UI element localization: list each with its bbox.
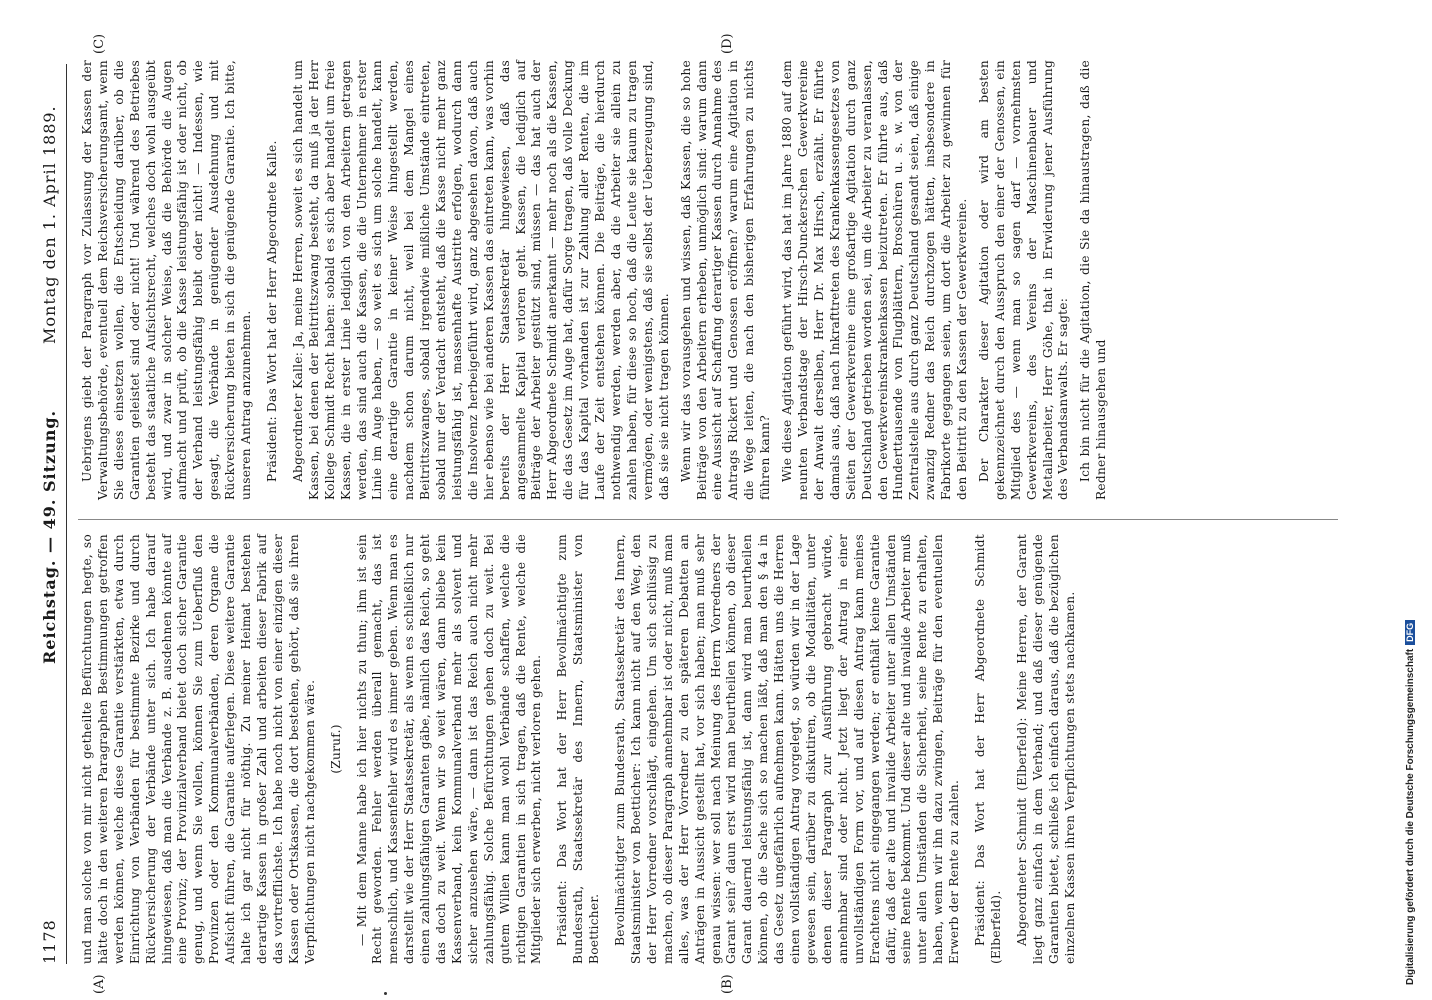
margin-marker-d: (D) xyxy=(720,33,735,54)
interjection: (Zuruf.) xyxy=(328,724,343,774)
paragraph: Präsident: Das Wort hat der Herr Abgeordnete Schmidt (Elberfeld). xyxy=(973,534,1003,964)
header-rule xyxy=(66,64,67,964)
paragraph: Präsident: Das Wort hat der Herr Bevollmächtigte zum Bundesrath, Staatssekretär des Innern, Staatsminister von Boetticher. xyxy=(555,534,602,964)
paragraph: Abgeordneter Schmidt (Elberfeld): Meine Herren, der Garant liegt ganz einfach in dem Verband; und daß dieser genügende Garantien bietet, schließe ich einfach daraus, daß die bezüglichen einzelnen Kassen ihren Verpflichtungen stets nachkamen. xyxy=(1014,534,1077,964)
dfg-logo: DFG xyxy=(1405,620,1415,645)
column-right xyxy=(80,60,1110,500)
session-date: Montag den 1. April 1889. xyxy=(40,105,59,344)
credit-text: Digitalisierung gefördert durch die Deutsche Forschungsgemeinschaft xyxy=(1405,648,1416,985)
paragraph: — Mit dem Manne habe ich hier nichts zu thun; ihm ist sein Recht geworden. Fehler werden überall gemacht, das ist menschlich, und Kassenfehler wird es immer geben. Wenn man es darstellt wie der Herr Staatssekretär, als wenn es schließlich nur einen zahlungsfähigen Garanten gäbe, nämlich das Reich, so geht das doch zu weit. Wenn wir so weit wären, dann bliebe kein Kassenverband, kein Kommunalverband mehr als solvent und sicher anzusehen wäre, — dann ist das Reich auch nicht mehr zahlungsfähig. Solche Befürchtungen gehen doch zu weit. Bei gutem Willen kann man wohl Verbände schaffen, welche die richtigen Garantien in sich tragen, daß die Rente, welche die Mitglieder sich erwerben, nicht verloren gehen. xyxy=(354,534,544,964)
margin-marker-a: (A) xyxy=(92,974,107,994)
paragraph: Der Charakter dieser Agitation oder wird am besten gekennzeichnet durch den Ausspruch den einer der Genossen, ein Mitglied des — wenn man so sagen darf — vornehmsten Gewerkvereins, des Vereins der Maschinenbauer und Metallarbeiter, Herr Göhe, that in Erwiderung jener Ausführung des Verbandsanwalts. Er sagte: xyxy=(976,60,1071,500)
digitization-credit xyxy=(1405,620,1416,985)
column-divider xyxy=(78,519,1338,520)
paragraph: und man solche von mir nicht getheilte Befürchtungen hegte, so hätte doch in den weiteren Paragraphen Bestimmungen getroffen werden können, welche diese Garantie verstärkten, etwa durch Einrichtung von Verbänden für bestimmte Bezirke und durch Rückversicherung der Verbände unter sich. Ich habe darauf hingewiesen, daß man die Verbände z. B. ausdehnen könnte auf eine Provinz; der Provinzialverband bietet doch sicher Garantie genug, und wenn Sie wollen, können Sie zum Ueberfluß den Provinzen oder den Kommunalverbänden, deren Organe die Aufsicht führen, die Garantie auferlegen. Diese weitere Garantie halte ich gar nicht für nöthig. Zu meiner Heimat bestehen derartige Kassen in großer Zahl und arbeiten dieser Fabrik auf das vortrefflichste. Ich habe noch nicht von einer einzigen dieser Kassen oder Ortskassen, die dort bestehen, gehört, daß sie ihren Verpflichtungen nicht nachgekommen wäre. xyxy=(80,534,317,964)
scan-speck xyxy=(384,992,387,995)
page-number: 1178 xyxy=(40,919,59,964)
paragraph: Wenn wir das vorausgehen und wissen, daß Kassen, die so hohe Beiträge von den Arbeitern erheben, unmöglich sind: warum dann eine Aussicht auf Schaffung derartiger Kassen durch Annahme des Antrags Rickert und Genossen eröffnen? warum eine Agitation in die Wege leiten, die nach den bisherigen Erfahrungen zu nichts führen kann? xyxy=(678,60,773,500)
paragraph: Bevollmächtigter zum Bundesrath, Staatssekretär des Innern, Staatsminister von Boetticher: Ich kann nicht auf den Weg, den der Herr Vorredner vorschlägt, eingehen. Um sich schlüssig zu machen, ob dieser Paragraph annehmbar ist oder nicht, muß man alles, was der Herr Vorredner zu den späteren Debatten an Anträgen in Aussicht gestellt hat, vor sich haben; man muß sehr genau wissen: wer soll nach Meinung des Herrn Vorredners der Garant sein? daun erst wird man beurtheilen können, ob dieser Garant dauernd leistungsfähig ist, dann wird man beurtheilen können, ob die Sache sich so machen läßt, daß man den § 4a in das Gesetz ungefährlich aufnehmen kann. Hätten uns die Herren einen vollständigen Antrag vorgelegt, so würden wir in der Lage gewesen sein, darüber zu diskutiren, ob die Modalitäten, unter denen dieser Paragraph zur Ausführung gebracht würde, annehmbar sind oder nicht. Jetzt liegt der Antrag in einer unvollständigen Form vor, und auf diesen Antrag kann meines Erachtens nicht eingegangen werden; er enthält keine Garantie dafür, daß der alte und invalide Arbeiter unter allen Umständen seine Rente bekommt. Und dieser alte und invalide Arbeiter muß unter allen Umständen die Sicherheit, seine Rente zu erhalten, haben, wenn wir ihn dazu zwingen, Beiträge für den eventuellen Erwerb der Rente zu zahlen. xyxy=(613,534,962,964)
paragraph: Präsident: Das Wort hat der Herr Abgeordnete Kalle. xyxy=(264,140,279,482)
column-left xyxy=(80,534,1078,964)
paragraph: Abgeordneter Kalle: Ja, meine Herren, soweit es sich handelt um Kassen, bei denen der Beitrittszwang besteht, da muß ja der Herr Kollege Schmidt Recht haben: sobald es sich aber handelt um freie Kassen, die in erster Linie lediglich von den Arbeitern getragen werden, das sind auch die Kassen, die die Unternehmer in erster Linie im Auge haben, — so weit es sich um solche handelt, kann eine derartige Garantie in keiner Weise hingestellt werden, nachdem schon darum nicht, weil bei dem Mangel eines Beitrittszwanges, sobald irgendwie mißliche Umstände eintreten, sobald nur der Verdacht entsteht, daß die Kasse nicht mehr ganz leistungsfähig ist, massenhafte Austritte erfolgen, wodurch dann die Insolvenz herbeigeführt wird, ganz abgesehen davon, daß auch hier ebenso wie bei anderen Kassen das eintreten kann, was vorhin bereits der Herr Staatssekretär hingewiesen, daß das angesammelte Kapital verloren geht. Kassen, die lediglich auf Beiträge der Arbeiter gestützt sind, müssen — das hat auch der Herr Abgeordnete Schmidt anerkannt — mehr noch als die Kassen, die das Gesetz im Auge hat, dafür Sorge tragen, daß volle Deckung für das Kapital vorhanden ist zur Zahlung aller Renten, die im Laufe der Zeit entstehen können. Die Beiträge, die hierdurch nothwendig werden, werden aber, da die Arbeiter sie allein zu zahlen haben, für diese so hoch, daß die Leute sie kaum zu tragen vermögen, oder wenigstens, daß sie selbst der Ueberzeugung sind, daß sie sie nicht tragen können. xyxy=(290,60,671,500)
margin-marker-b: (B) xyxy=(720,974,735,994)
paragraph: Wie diese Agitation geführt wird, das hat im Jahre 1880 auf dem neunten Verbandstage der Hirsch-Dunckerschen Gewerkvereine der Anwalt derselben, Herr Dr. Max Hirsch, erzählt. Er führte damals aus, daß nach Inkrafttreten des Krankenkassengesetzes von Seiten der Gewerkvereine eine großartige Agitation durch ganz Deutschland getrieben worden sei, um die Arbeiter zu veranlassen, den Gewerkvereinskrankenkassen beizutreten. Er führte aus, daß Hunderttausende von Flugblättern, Broschüren u. s. w. von der Zentralstelle aus durch ganz Deutschland gesandt seien, daß einige zwanzig Redner das Reich durchzogen hätten, insbesondere in Fabrikorte gegangen seien, um dort die Arbeiter zu gewinnen für den Beitritt zu den Kassen der Gewerkvereine. xyxy=(780,60,970,500)
margin-marker-c: (C) xyxy=(92,33,107,54)
paragraph: Ich bin nicht für die Agitation, die Sie da hinaustragen, daß die Redner hinausgehen und xyxy=(1078,60,1109,500)
page-title: Reichstag. — 49. Sitzung. xyxy=(40,409,59,664)
paragraph: Uebrigens giebt der Paragraph vor Zulassung der Kassen der Verwaltungsbehörde, eventuell dem Reichsversicherungsamt, wenn Sie dieses einsetzen wollen, die Entscheidung darüber, ob die Garantien geleistet sind oder nicht! Und während des Betriebes besteht das staatliche Aufsichtsrecht, welches doch wohl ausgeübt wird, und zwar in solcher Weise, daß die Behörde die Augen aufmacht und prüft, ob die Kasse leistungsfähig ist oder nicht, ob der Verband leistungsfähig bleibt oder nicht! — Indessen, wie gesagt, die Verbände in genügender Ausdehnung und mit Rückversicherung bieten in sich die genügende Garantie. Ich bitte, unseren Antrag anzunehmen. xyxy=(80,60,254,500)
